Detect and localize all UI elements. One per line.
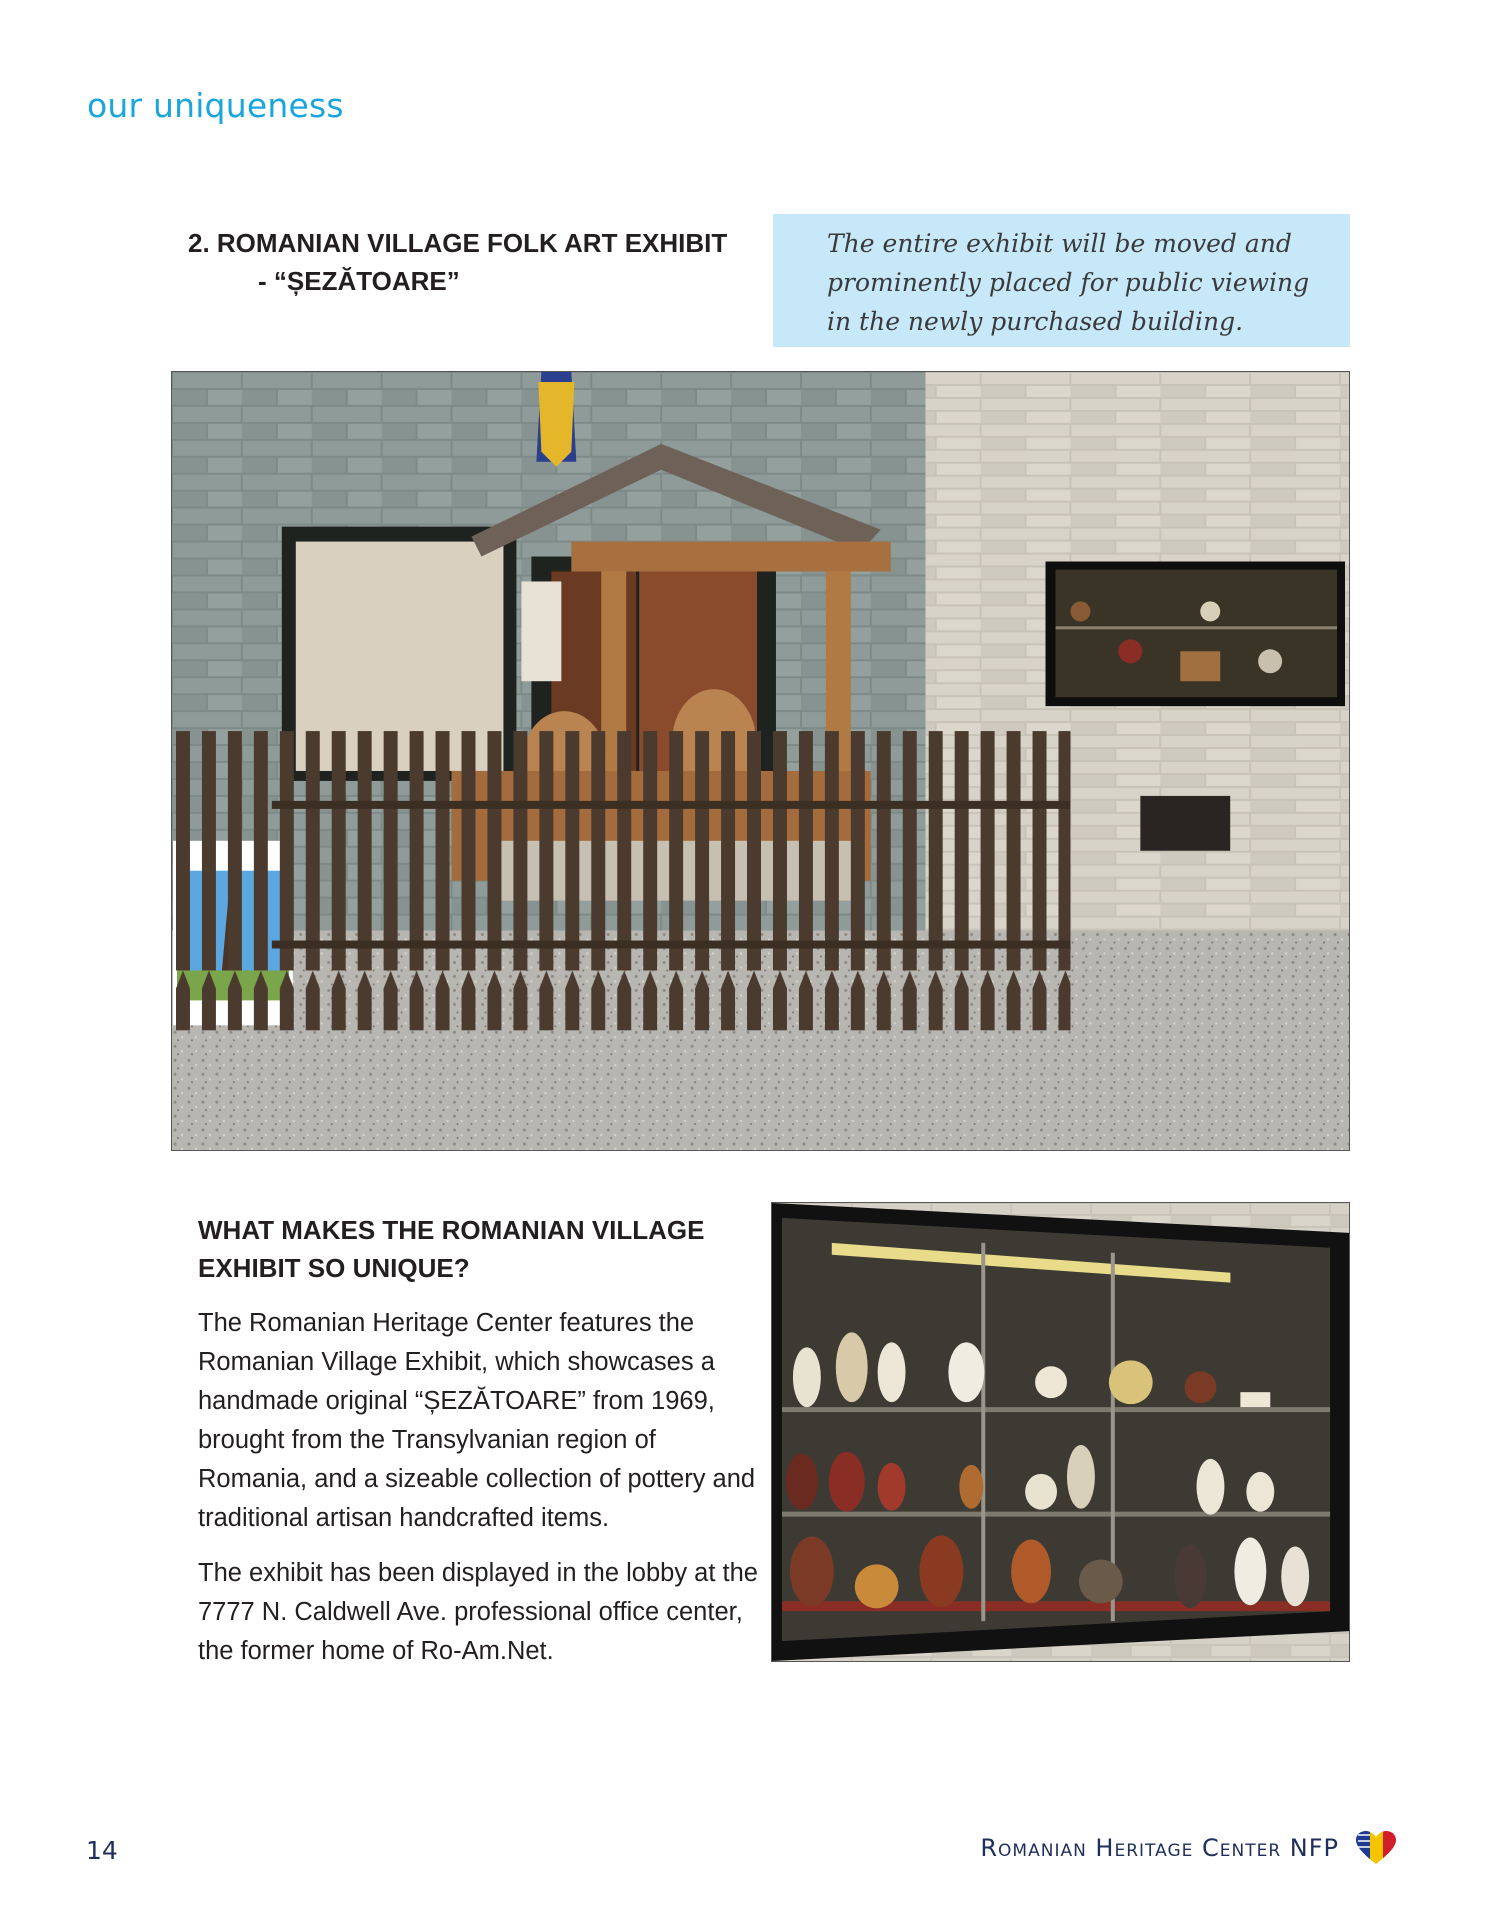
unique-subheading: WHAT MAKES THE ROMANIAN VILLAGE EXHIBIT SO UNIQUE? — [198, 1215, 705, 1283]
exhibit-photo-illustration — [172, 372, 1349, 1150]
paragraph-features: The Romanian Heritage Center features the Romanian Village Exhibit, which showcases a handmade original “ȘEZĂTOARE” from 1969, brought from the Transylvanian region of Romania, and a sizeable collection of pottery and traditional artisan handcrafted items. — [198, 1309, 756, 1532]
exhibit-heading — [188, 224, 748, 300]
showcase-photo — [771, 1202, 1350, 1662]
exhibit-photo — [171, 371, 1350, 1151]
callout-text: The entire exhibit will be moved and prominently placed for public viewing in the newly purchased building. — [827, 229, 1310, 336]
section-title: our uniqueness — [87, 86, 344, 125]
heart-flag-icon — [1356, 1831, 1396, 1865]
showcase-photo-illustration — [772, 1203, 1349, 1661]
callout-box — [773, 214, 1350, 347]
paragraph-location: The exhibit has been displayed in the lobby at the 7777 N. Caldwell Ave. professional office center, the former home of Ro-Am.Net. — [198, 1559, 758, 1665]
page-number: 14 — [86, 1836, 118, 1865]
exhibit-heading-line1: 2. ROMANIAN VILLAGE FOLK ART EXHIBIT — [188, 228, 728, 258]
exhibit-heading-line2: - “ȘEZĂTOARE” — [258, 266, 460, 296]
footer-organization: Romanian Heritage Center NFP — [980, 1834, 1339, 1862]
